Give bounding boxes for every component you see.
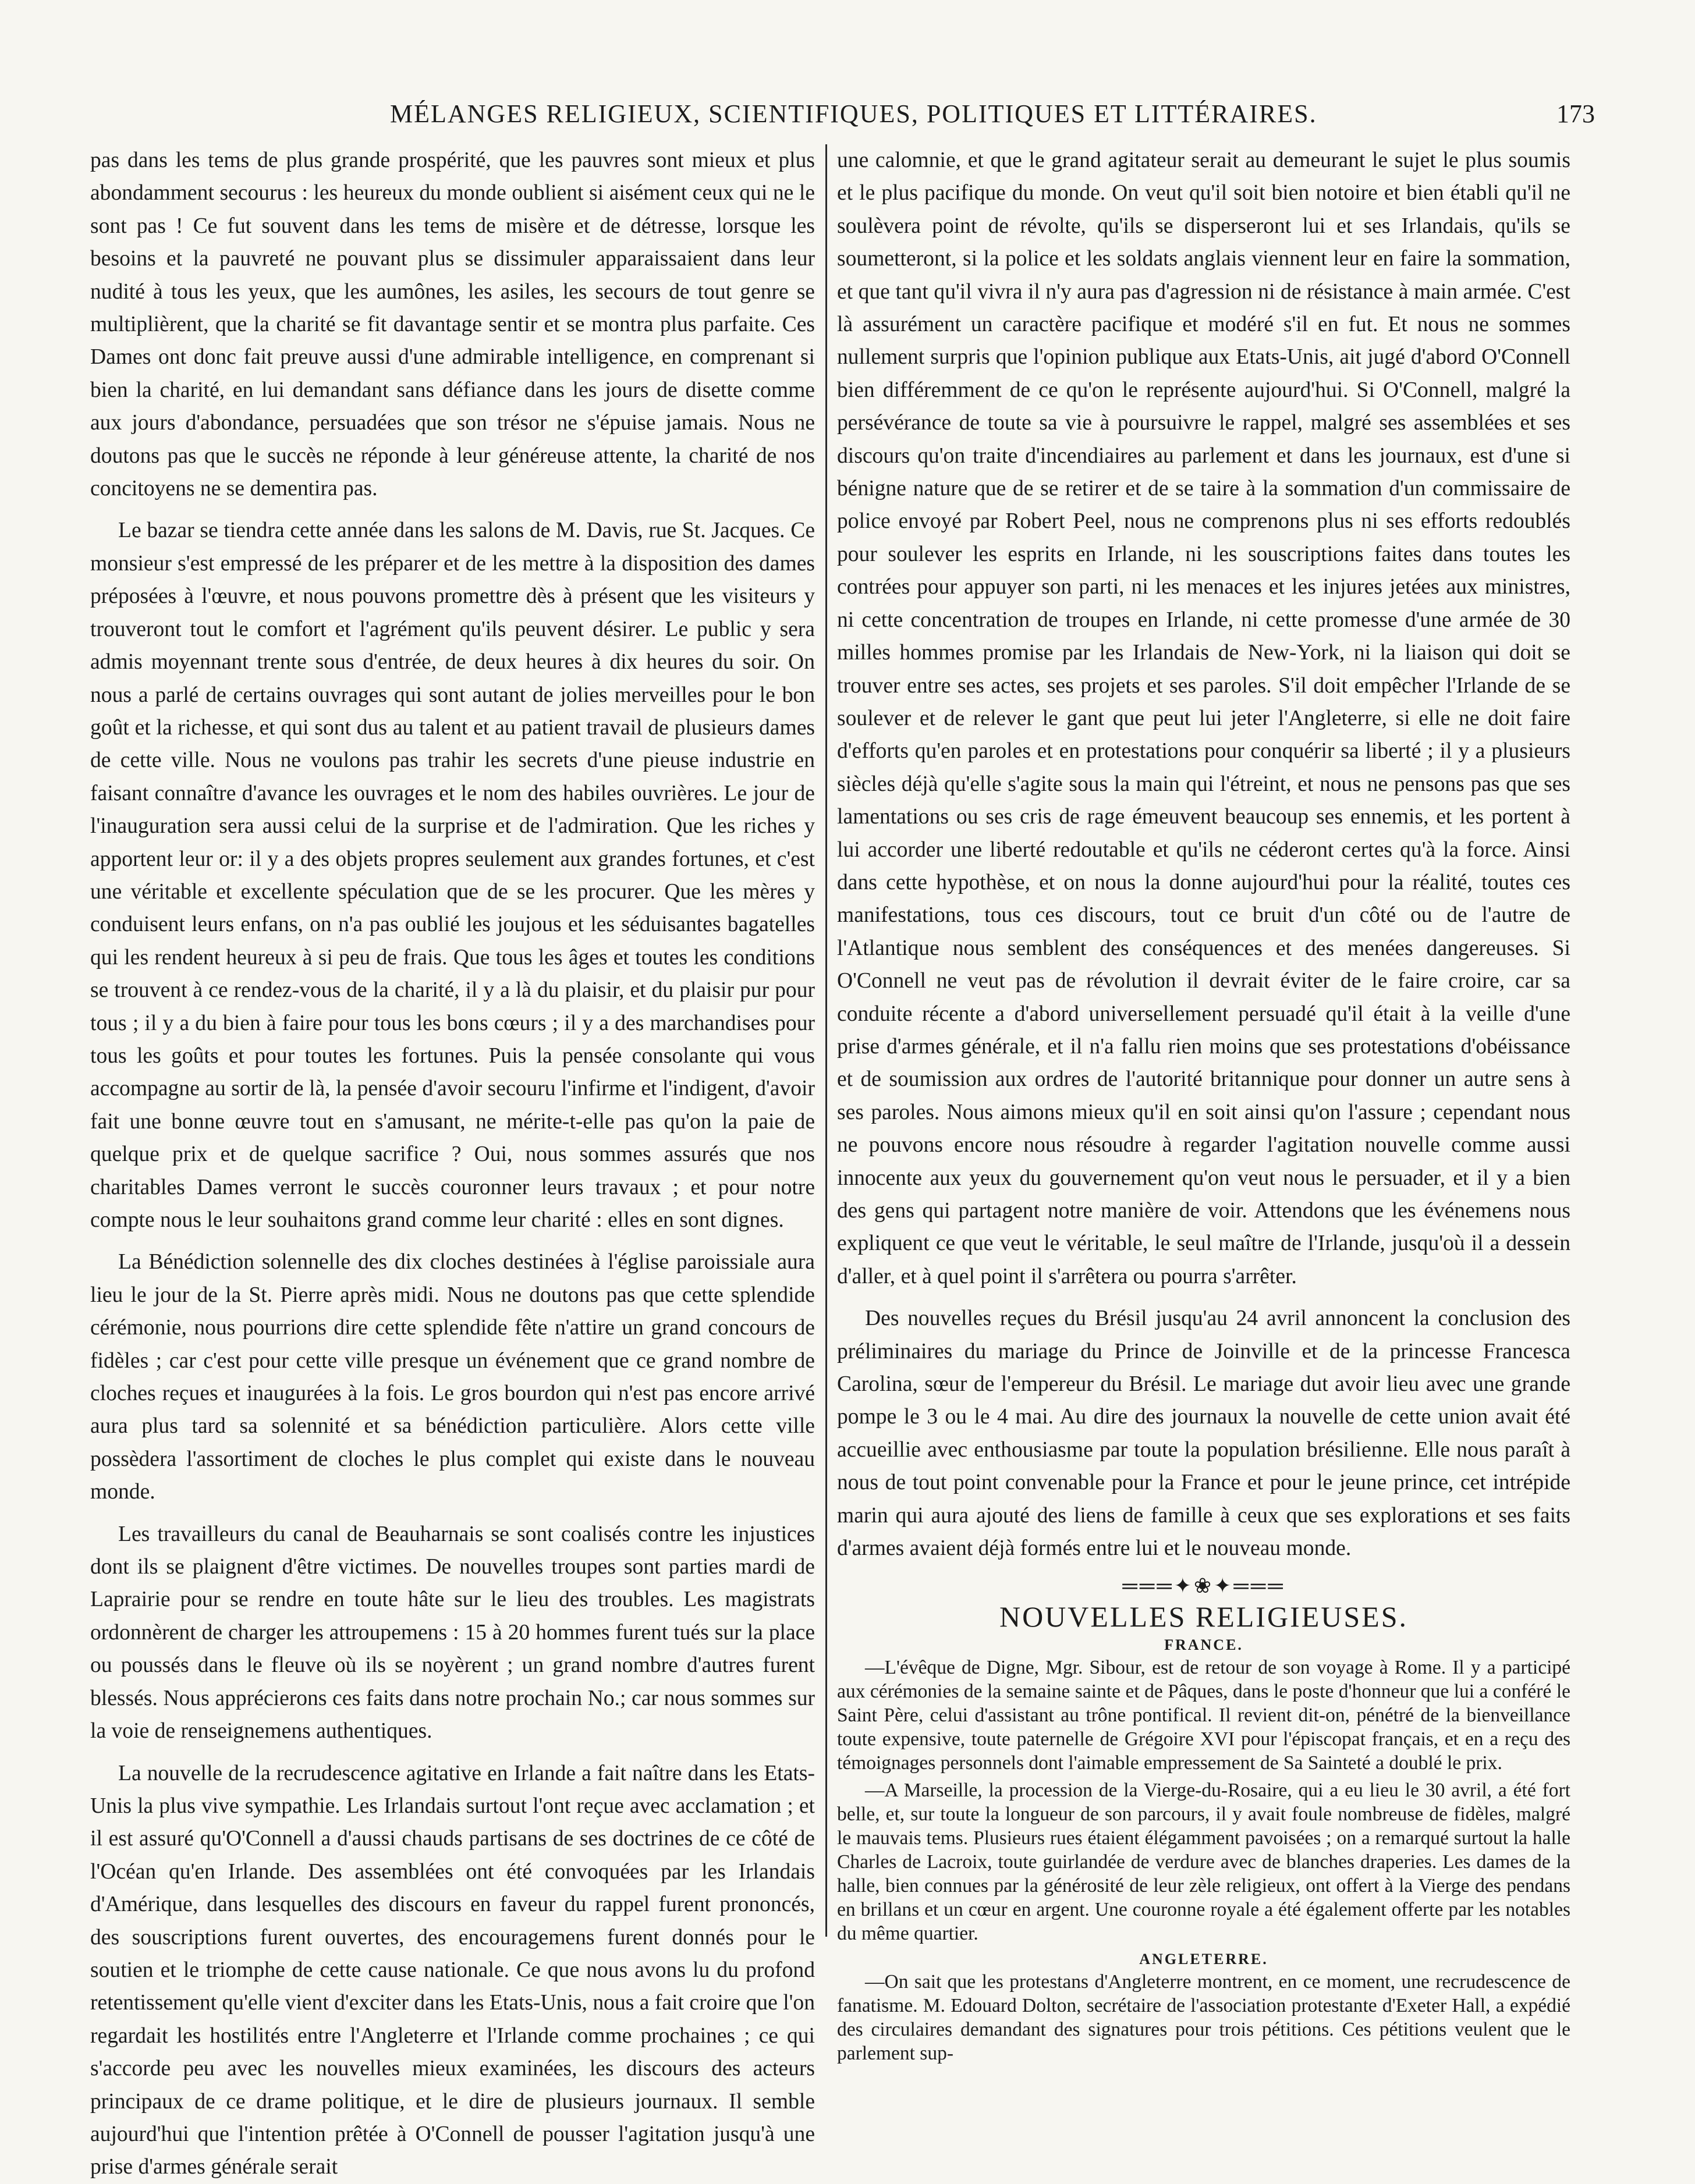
column-divider bbox=[825, 144, 827, 1937]
article-paragraph: une calomnie, et que le grand agitateur serait au demeurant le sujet le plus soumis et le plus pacifique du monde. On veut qu'il soit bien notoire et bien établi qu'il ne soulèvera point de révolte, qu'ils se disperseront lui et ses Irlandais, qu'ils se soumetteront, si la police et les soldats anglais viennent leur en faire la sommation, et que tant qu'il vivra il n'y aura pas d'agression ni de résistance à main armée. C'est là assurément un caractère pacifique et modéré s'il en fut. Et nous ne sommes nullement surpris que l'opinion publique aux Etats-Unis, ait jugé d'abord O'Connell bien différemment de ce qu'on le représente aujourd'hui. Si O'Connell, malgré la persévérance de toute sa vie à poursuivre le rappel, malgré ses assemblées et ses discours qu'on traite d'incendiaires au parlement et dans les journaux, est d'une si bénigne nature que de se retirer et de se taire à la sommation d'un commissaire de police envoyé par Robert Peel, nous ne comprenons plus ni ses efforts redoublés pour soulever les esprits en Irlande, ni les souscriptions faites dans toutes les contrées pour appuyer son parti, ni les menaces et les injures jetées aux ministres, ni cette concentration de troupes en Irlande, ni cette promesse d'une armée de 30 milles hommes promise par les Irlandais de New-York, ni la liaison qui doit se trouver entre ses actes, ses projets et ses paroles. S'il doit empêcher l'Irlande de se soulever et de relever le gant que peut lui jeter l'Angleterre, si elle ne doit faire d'efforts qu'en paroles et en protestations pour conquérir sa liberté ; il y a plusieurs siècles déjà qu'elle s'agite sous la main qui l'étreint, et nous ne pensons pas que ses lamentations ou ses cris de rage émeuvent beaucoup ses ennemis, et les portent à lui accorder une liberté redoutable et qu'ils ne céderont certes qu'à la force. Ainsi dans cette hypothèse, et on nous la donne aujourd'hui pour la réalité, toutes ces manifestations, tous ces discours, tout ce bruit d'un côté ou de l'autre de l'Atlantique nous semblent des conséquences et des menées dangereuses. Si O'Connell ne veut pas de révolution il devrait éviter de le faire croire, car sa conduite récente a d'abord universellement persuadé qu'il était à la veille d'une prise d'armes générale, et il n'a fallu rien moins que ses protestations d'obéissance et de soumission aux ordres de l'autorité britannique pour donner un autre sens à ses paroles. Nous aimons mieux qu'il en soit ainsi qu'on l'assure ; cependant nous ne pouvons encore nous résoudre à regarder l'agitation nouvelle comme aussi innocente aux yeux du gouvernement qu'on veut nous le persuader, et il y a bien des gens qui partagent notre manière de voir. Attendons que les événemens nous expliquent ce que veut le véritable, le seul maître de l'Irlande, jusqu'où il a dessein d'aller, et à quel point il s'arrêtera ou pourra s'arrêter. bbox=[837, 148, 1570, 1288]
news-item: —A Marseille, la procession de la Vierge-du-Rosaire, qui a eu lieu le 30 avril, a été fort belle, et, sur toute la longueur de son parcours, il y avait foule nombreuse de fidèles, malgré le mauvais tems. Plusieurs rues étaient élégamment pavoisées ; on a remarqué surtout la halle Charles de Lacroix, toute guirlandée de verdure avec de blanches draperies. Les dames de la halle, bien connues par la générosité de leur zèle religieux, ont offert à la Vierge des pendans en brillans et un cœur en argent. Une couronne royale a été également offerte par les notables du même quartier. bbox=[837, 1780, 1570, 1945]
article-paragraph: Les travailleurs du canal de Beauharnais se sont coalisés contre les injustices dont ils se plaignent d'être victimes. De nouvelles troupes sont parties mardi de Laprairie pour se rendre en toute hâte sur le lieu des troubles. Les magistrats ordonnèrent de charger les attroupemens : 15 à 20 hommes furent tués sur la place ou poussés dans le fleuve où ils se noyèrent ; un grand nombre d'autres furent blessés. Nous apprécierons ces faits dans notre prochain No.; car nous sommes sur la voie de renseignemens authentiques. bbox=[90, 1522, 815, 1743]
page-header bbox=[87, 94, 1595, 135]
running-title: MÉLANGES RELIGIEUX, SCIENTIFIQUES, POLITIQUES ET LITTÉRAIRES. bbox=[390, 100, 1317, 128]
news-section bbox=[837, 1635, 1570, 2065]
news-item: —On sait que les protestans d'Angleterre montrent, en ce moment, une recrudescence de fanatisme. M. Edouard Dolton, secrétaire de l'association protestante d'Exeter Hall, a expédié des circulaires demandant des signatures pour trois pétitions. Ces pétitions veulent que le parlement sup- bbox=[837, 1971, 1570, 2065]
article-paragraph: pas dans les tems de plus grande prospérité, que les pauvres sont mieux et plus abondamment secourus : les heureux du monde oublient si aisément ceux qui ne le sont pas ! Ce fut souvent dans les tems de misère et de détresse, lorsque les besoins et la pauvreté ne pouvant plus se dissimuler apparaissaient dans leur nudité à tous les yeux, que les aumônes, les asiles, les secours de tout genre se multiplièrent, que la charité se fit davantage sentir et se montra plus parfaite. Ces Dames ont donc fait preuve aussi d'une admirable intelligence, en comprenant si bien la charité, en lui demandant sans défiance dans les jours de disette comme aux jours d'abondance, persuadées que son trésor ne s'épuise jamais. Nous ne doutons pas que le succès ne réponde à leur généreuse attente, la charité de nos concitoyens ne se dementira pas. bbox=[90, 148, 815, 501]
article-paragraph: Le bazar se tiendra cette année dans les salons de M. Davis, rue St. Jacques. Ce monsieur s'est empressé de les préparer et de les mettre à la disposition des dames préposées à l'œuvre, et nous pouvons promettre dès à présent que les visiteurs y trouveront tout le comfort et l'agrément qu'ils peuvent désirer. Le public y sera admis moyennant trente sous d'entrée, de deux heures à dix heures du soir. On nous a parlé de certains ouvrages qui sont autant de jolies merveilles pour le bon goût et la richesse, et qui sont dus au talent et au patient travail de plusieurs dames de cette ville. Nous ne voulons pas trahir les secrets d'une pieuse industrie en faisant connaître d'avance les ouvrages et le nom des habiles ouvrières. Le jour de l'inauguration sera aussi celui de la surprise et de l'admiration. Que les riches y apportent leur or: il y a des objets propres seulement aux grandes fortunes, et c'est une véritable et excellente spéculation que de se les procurer. Que les mères y conduisent leurs enfans, on n'a pas oublié les joujous et les séduisantes bagatelles qui les rendent heureux à si peu de frais. Que tous les âges et toutes les conditions se trouvent à ce rendez-vous de la charité, il y a là du plaisir, et du plaisir pur pour tous ; il y a du bien à faire pour tous les bons cœurs ; il y a des marchandises pour tous les goûts et pour toutes les fortunes. Puis la pensée consolante qui vous accompagne au sortir de là, la pensée d'avoir secouru l'infirme et l'indigent, d'avoir fait une bonne œuvre tout en s'amusant, ne mérite-t-elle pas qu'on la paie de quelque prix et de quelque sacrifice ? Oui, nous sommes assurés que nos charitables Dames verront le succès couronner leurs travaux ; et pour notre compte nous le leur souhaitons grand comme leur charité : elles en sont dignes. bbox=[90, 519, 815, 1232]
section-title: NOUVELLES RELIGIEUSES. bbox=[999, 1600, 1409, 1633]
subsection-label-angleterre: ANGLETERRE. bbox=[1139, 1951, 1268, 1968]
article-paragraph: La Bénédiction solennelle des dix cloches destinées à l'église paroissiale aura lieu le jour de la St. Pierre après midi. Nous ne doutons pas que cette splendide cérémonie, nous pourrions dire cette splendide fête n'attire un grand concours de fidèles ; car c'est pour cette ville presque un événement que ce grand nombre de cloches reçues et inaugurées à la fois. Le gros bourdon qui n'est pas encore arrivé aura plus tard sa solennité et sa bénédiction particulière. Alors cette ville possèdera l'assortiment de cloches le plus complet qui existe dans le nouveau monde. bbox=[90, 1250, 815, 1504]
subsection-label-france: FRANCE. bbox=[1164, 1636, 1243, 1654]
article-paragraph: Des nouvelles reçues du Brésil jusqu'au 24 avril annoncent la conclusion des préliminaires du mariage du Prince de Joinville et de la princesse Francesca Carolina, sœur de l'empereur du Brésil. Le mariage dut avoir lieu avec une grande pompe le 3 ou le 4 mai. Au dire des journaux la nouvelle de cette union avait été accueillie avec enthousiasme par toute la population brésilienne. Elle nous paraît à nous de tout point convenable pour la France et pour le jeune prince, cet intrépide marin qui aura ajouté des liens de famille à ceux que ses explorations et ses faits d'armes avaient déjà formés entre lui et le nouveau monde. bbox=[837, 1306, 1570, 1561]
right-column bbox=[837, 144, 1570, 2065]
left-column bbox=[90, 144, 815, 2179]
news-item: —L'évêque de Digne, Mgr. Sibour, est de retour de son voyage à Rome. Il y a participé aux cérémonies de la semaine sainte et de Pâques, dans le poste d'honneur que lui a conféré le Saint Père, celui d'assistant au trône pontifical. Il revient dit-on, pénétré de la bienveillance toute expensive, toute paternelle de Grégoire XVI pour l'épiscopat français, et en a reçu des témoignages personnels dont l'aimable empressement de Sa Sainteté a doublé le prix. bbox=[837, 1657, 1570, 1774]
page-number: 173 bbox=[1556, 100, 1595, 128]
section-ornament: ═══✦❀✦═══ bbox=[1122, 1574, 1285, 1598]
article-paragraph: La nouvelle de la recrudescence agitative en Irlande a fait naître dans les Etats-Unis la plus vive sympathie. Les Irlandais surtout l'ont reçue avec acclamation ; et il est assuré qu'O'Connell a d'aussi chauds partisans de ses doctrines de ce côté de l'Océan qu'en Irlande. Des assemblées ont été convoquées par les Irlandais d'Amérique, dans lesquelles des discours en faveur du rappel furent prononcés, des souscriptions furent ouvertes, des encouragemens furent donnés pour le soutien et le triomphe de cette cause nationale. Ce que nous avons lu du profond retentissement qu'elle vient d'exciter dans les Etats-Unis, nous a fait croire que l'on regardait les hostilités entre l'Angleterre et l'Irlande comme prochaines ; ce qui s'accorde peu avec les nouvelles mieux examinées, les discours des acteurs principaux de ce drame politique, et le dire de plusieurs journaux. Il semble aujourd'hui que l'intention prêtée à O'Connell de pousser l'agitation jusqu'à une prise d'armes générale serait bbox=[90, 1761, 815, 2179]
